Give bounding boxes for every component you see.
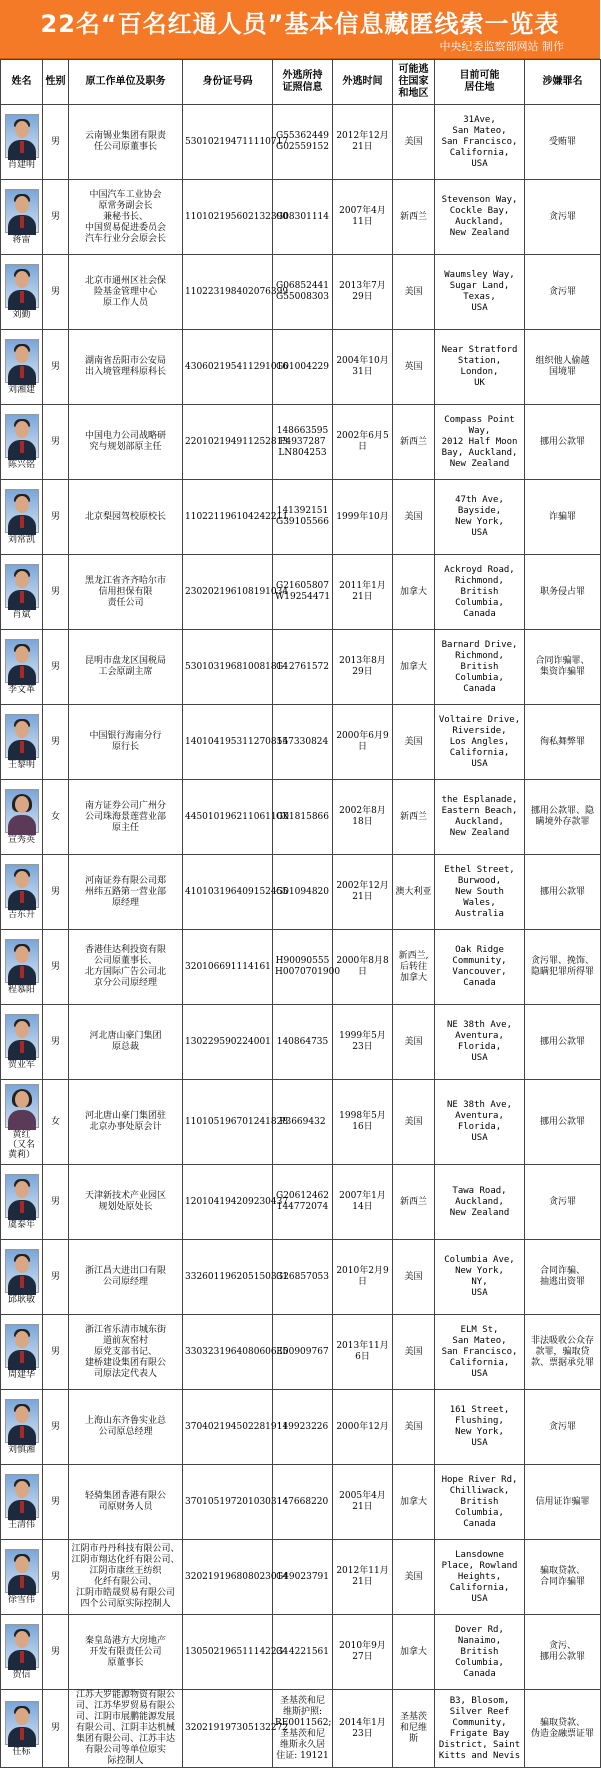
table-row	[1, 705, 601, 780]
portrait-photo	[5, 1014, 39, 1058]
name-cell	[1, 1240, 43, 1315]
country-cell: 加拿大	[393, 555, 435, 630]
portrait-photo	[5, 1324, 39, 1368]
passport-cell: 147668220	[273, 1465, 333, 1540]
name-cell	[1, 255, 43, 330]
portrait-photo	[5, 489, 39, 533]
address-cell: 47th Ave, Bayside, New York, USA	[435, 480, 525, 555]
fugitive-table	[0, 59, 601, 1768]
charge-cell: 挪用公款罪	[525, 855, 601, 930]
address-cell: NE 38th Ave, Aventura, Florida, USA	[435, 1080, 525, 1165]
gender-cell: 男	[43, 1390, 69, 1465]
person-name: 徐雪伟	[7, 1595, 35, 1605]
id-number-cell: 110221196104242211	[183, 480, 273, 555]
country-cell: 新西兰	[393, 405, 435, 480]
table-row	[1, 330, 601, 405]
org-cell: 江阴市丹丹科技有限公司、 江阴市翔达化纤有限公司、 江阴市康丝王纺织 化纤有限公司、 江阴市皓晟贸易有限公司 四个公司原实际控制人	[69, 1540, 183, 1615]
page-title: 22名“百名红通人员”基本信息藏匿线索一览表	[40, 10, 560, 38]
org-cell: 秦皇岛港方大房地产 开发有限责任公司 原董事长	[69, 1615, 183, 1690]
address-cell: Near Stratford Station, London, UK	[435, 330, 525, 405]
org-cell: 中国银行海南分行 原行长	[69, 705, 183, 780]
escape-date-cell: 1999年5月23日	[333, 1005, 393, 1080]
country-cell: 加拿大	[393, 1465, 435, 1540]
portrait-photo	[5, 1549, 39, 1593]
name-cell	[1, 1390, 43, 1465]
escape-date-cell: 2010年9月27日	[333, 1615, 393, 1690]
portrait-photo	[5, 414, 39, 458]
table-row	[1, 480, 601, 555]
table-row	[1, 1315, 601, 1390]
passport-cell: H90090555 H0070701900	[273, 930, 333, 1005]
org-cell: 浙江省乐清市城东街 道前灰窑村 原党支部书记、 建桥建设集团有限公 司原法定代表人	[69, 1315, 183, 1390]
table-header-row	[1, 60, 601, 105]
name-cell	[1, 780, 43, 855]
id-number-cell: 110223198402076399	[183, 255, 273, 330]
gender-cell: 男	[43, 1465, 69, 1540]
org-cell: 江苏大罗能源物资有限公 司、江苏华罗贸易有限公 司、江阴市展鹏能源发展 有限公司、江阴丰达机械 集团有限公司、江苏丰达 有限公司等单位原实 际控制人	[69, 1690, 183, 1768]
gender-cell: 男	[43, 705, 69, 780]
name-cell	[1, 1005, 43, 1080]
person-name: 陈兴铭	[7, 460, 35, 470]
passport-cell: 149923226	[273, 1390, 333, 1465]
person-name: 王黎明	[7, 760, 35, 770]
passport-cell: 141392151 G39105566	[273, 480, 333, 555]
name-cell	[1, 180, 43, 255]
charge-cell: 合同诈骗、 抽逃出资罪	[525, 1240, 601, 1315]
escape-date-cell: 2014年1月23日	[333, 1690, 393, 1768]
gender-cell: 男	[43, 105, 69, 180]
person-name: 肖建明	[7, 160, 35, 170]
gender-cell: 男	[43, 1005, 69, 1080]
gender-cell: 男	[43, 1690, 69, 1768]
charge-cell: 骗取贷款、 合同诈骗罪	[525, 1540, 601, 1615]
gender-cell: 男	[43, 405, 69, 480]
charge-cell: 信用证诈骗罪	[525, 1465, 601, 1540]
table-row	[1, 1165, 601, 1240]
gender-cell: 男	[43, 1165, 69, 1240]
charge-cell: 贪污罪	[525, 1390, 601, 1465]
passport-cell: G08301114	[273, 180, 333, 255]
id-number-cell: 220102194911252813	[183, 405, 273, 480]
org-cell: 浙江昌大进出口有限 公司原经理	[69, 1240, 183, 1315]
column-header-org: 原工作单位及职务	[69, 60, 183, 105]
gender-cell: 男	[43, 480, 69, 555]
table-row	[1, 1540, 601, 1615]
country-cell: 新西兰, 后转往 加拿大	[393, 930, 435, 1005]
country-cell: 美国	[393, 105, 435, 180]
address-cell: Barnard Drive, Richmond, British Columbia, Canada	[435, 630, 525, 705]
id-number-cell: 370105197201030314	[183, 1465, 273, 1540]
escape-date-cell: 2012年12月21日	[333, 105, 393, 180]
escape-date-cell: 1999年10月	[333, 480, 393, 555]
org-cell: 湖南省岳阳市公安局 出入境管理科原科长	[69, 330, 183, 405]
passport-cell: G55362449 G02559152	[273, 105, 333, 180]
table-row	[1, 180, 601, 255]
escape-date-cell: 1998年5月16日	[333, 1080, 393, 1165]
column-header-gender: 性别	[43, 60, 69, 105]
escape-date-cell: 2002年12月21日	[333, 855, 393, 930]
org-cell: 北京梨园驾校原校长	[69, 480, 183, 555]
column-header-address: 目前可能 居住地	[435, 60, 525, 105]
id-number-cell: 410103196409152455	[183, 855, 273, 930]
address-cell: Ethel Street, Burwood, New South Wales, Australia	[435, 855, 525, 930]
name-cell	[1, 855, 43, 930]
id-number-cell: 130502196511142234	[183, 1615, 273, 1690]
id-number-cell: 370402194502281911	[183, 1390, 273, 1465]
person-name: 贺信	[12, 1670, 31, 1680]
org-cell: 河南证券有限公司郑 州纬五路第一营业部 原经理	[69, 855, 183, 930]
passport-cell: 140864735	[273, 1005, 333, 1080]
org-cell: 中国汽车工业协会 原常务副会长 兼秘书长、 中国贸易促进委员会 汽车行业分会原会长	[69, 180, 183, 255]
portrait-photo	[5, 189, 39, 233]
org-cell: 昆明市盘龙区国税局 工会原副主席	[69, 630, 183, 705]
portrait-photo	[5, 1701, 39, 1745]
name-cell	[1, 1165, 43, 1240]
escape-date-cell: 2013年7月29日	[333, 255, 393, 330]
address-cell: the Esplanade, Eastern Beach, Auckland, New Zealand	[435, 780, 525, 855]
portrait-photo	[5, 714, 39, 758]
portrait-photo	[5, 1174, 39, 1218]
person-name: 黄红 （又名 黄莉）	[7, 1130, 35, 1160]
page-header	[0, 0, 600, 59]
person-name: 李文革	[7, 685, 35, 695]
country-cell: 美国	[393, 1315, 435, 1390]
org-cell: 轻骑集团香港有限公 司原财务人员	[69, 1465, 183, 1540]
escape-date-cell: 2012年11月21日	[333, 1540, 393, 1615]
id-number-cell: 110105196701241828	[183, 1080, 273, 1165]
person-name: 邱耿敏	[7, 1295, 35, 1305]
portrait-photo	[5, 114, 39, 158]
charge-cell: 挪用公款罪、隐 瞒境外存款罪	[525, 780, 601, 855]
escape-date-cell: 2010年2月9日	[333, 1240, 393, 1315]
org-cell: 中国电力公司战略研 究与规划部原主任	[69, 405, 183, 480]
country-cell: 美国	[393, 1240, 435, 1315]
charge-cell: 贪污罪	[525, 1165, 601, 1240]
escape-date-cell: 2000年8月8日	[333, 930, 393, 1005]
passport-cell: G01004229	[273, 330, 333, 405]
person-name: 刘湘建	[7, 385, 35, 395]
charge-cell: 骗取贷款、 伪造金融票证罪	[525, 1690, 601, 1768]
charge-cell: 贪污、 挪用公款罪	[525, 1615, 601, 1690]
id-number-cell: 320106691114161	[183, 930, 273, 1005]
person-name: 刘常凯	[7, 535, 35, 545]
name-cell	[1, 630, 43, 705]
address-cell: Stevenson Way, Cockle Bay, Auckland, New Zealand	[435, 180, 525, 255]
gender-cell: 男	[43, 1540, 69, 1615]
address-cell: Oak Ridge Community, Vancouver, Canada	[435, 930, 525, 1005]
portrait-photo	[5, 939, 39, 983]
id-number-cell: 320219197305132272	[183, 1690, 273, 1768]
name-cell	[1, 1465, 43, 1540]
passport-cell: P3669432	[273, 1080, 333, 1165]
gender-cell: 男	[43, 255, 69, 330]
name-cell	[1, 555, 43, 630]
portrait-photo	[5, 264, 39, 308]
org-cell: 黑龙江省齐齐哈尔市 信用担保有限 责任公司	[69, 555, 183, 630]
org-cell: 北京市通州区社会保 险基金管理中心 原工作人员	[69, 255, 183, 330]
country-cell: 澳大利亚	[393, 855, 435, 930]
id-number-cell: 110102195602132390	[183, 180, 273, 255]
passport-cell: E00909767	[273, 1315, 333, 1390]
name-cell	[1, 1615, 43, 1690]
portrait-photo	[5, 339, 39, 383]
address-cell: Waumsley Way, Sugar Land, Texas, USA	[435, 255, 525, 330]
id-number-cell: 130229590224001	[183, 1005, 273, 1080]
country-cell: 英国	[393, 330, 435, 405]
gender-cell: 男	[43, 1315, 69, 1390]
table-row	[1, 1690, 601, 1768]
escape-date-cell: 2002年8月18日	[333, 780, 393, 855]
address-cell: Tawa Road, Auckland, New Zealand	[435, 1165, 525, 1240]
country-cell: 新西兰	[393, 180, 435, 255]
charge-cell: 受贿罪	[525, 105, 601, 180]
escape-date-cell: 2005年4月21日	[333, 1465, 393, 1540]
org-cell: 南方证券公司广州分 公司珠海景莲营业部 原主任	[69, 780, 183, 855]
name-cell	[1, 1690, 43, 1768]
country-cell: 美国	[393, 1540, 435, 1615]
charge-cell: 挪用公款罪	[525, 1080, 601, 1165]
address-cell: Ackroyd Road, Richmond, British Columbia, Canada	[435, 555, 525, 630]
escape-date-cell: 2000年12月	[333, 1390, 393, 1465]
passport-cell: G12761572	[273, 630, 333, 705]
escape-date-cell: 2004年10月31日	[333, 330, 393, 405]
gender-cell: 男	[43, 180, 69, 255]
person-name: 肖斌	[12, 610, 31, 620]
escape-date-cell: 2007年4月11日	[333, 180, 393, 255]
page-subtitle: 中央纪委监察部网站 制作	[439, 40, 564, 53]
passport-cell: 圣基茨和尼 维斯护照: RE0011562; 圣基茨和尼 维斯永久居 住证: 19121	[273, 1690, 333, 1768]
passport-cell: G14221561	[273, 1615, 333, 1690]
gender-cell: 女	[43, 780, 69, 855]
column-header-date: 外逃时间	[333, 60, 393, 105]
gender-cell: 男	[43, 630, 69, 705]
charge-cell: 非法吸收公众存 款罪，骗取贷 款、票据承兑罪	[525, 1315, 601, 1390]
charge-cell: 职务侵占罪	[525, 555, 601, 630]
gender-cell: 男	[43, 855, 69, 930]
portrait-photo	[5, 864, 39, 908]
country-cell: 美国	[393, 1390, 435, 1465]
country-cell: 美国	[393, 1080, 435, 1165]
address-cell: Voltaire Drive, Riverside, Los Angles, California, USA	[435, 705, 525, 780]
person-name: 王清伟	[7, 1520, 35, 1530]
table-row	[1, 1390, 601, 1465]
gender-cell: 男	[43, 930, 69, 1005]
name-cell	[1, 105, 43, 180]
portrait-photo	[5, 564, 39, 608]
gender-cell: 男	[43, 1240, 69, 1315]
country-cell: 加拿大	[393, 1615, 435, 1690]
address-cell: Dover Rd, Nanaimo, British Columbia, Canada	[435, 1615, 525, 1690]
charge-cell: 徇私舞弊罪	[525, 705, 601, 780]
portrait-photo	[5, 639, 39, 683]
id-number-cell: 330323196408060635	[183, 1315, 273, 1390]
gender-cell: 女	[43, 1080, 69, 1165]
column-header-passport: 外逃所持 证照信息	[273, 60, 333, 105]
org-cell: 天津新技术产业园区 规划处原处长	[69, 1165, 183, 1240]
passport-cell: G20612462 144772074	[273, 1165, 333, 1240]
passport-cell: G01815866	[273, 780, 333, 855]
person-name: 程慕阳	[7, 985, 35, 995]
table-row	[1, 1240, 601, 1315]
person-name: 蒋雷	[12, 235, 31, 245]
escape-date-cell: 2013年8月29日	[333, 630, 393, 705]
charge-cell: 组织他人偷越 国境罪	[525, 330, 601, 405]
org-cell: 香港佳达利投资有限 公司原董事长、 北方国际广告公司北 京分公司原经理	[69, 930, 183, 1005]
address-cell: Compass Point Way, 2012 Half Moon Bay, Auckland, New Zealand	[435, 405, 525, 480]
table-row	[1, 855, 601, 930]
person-name: 刘勤	[12, 310, 31, 320]
address-cell: 31Ave, San Mateo, San Francisco, California, USA	[435, 105, 525, 180]
table-row	[1, 930, 601, 1005]
gender-cell: 男	[43, 555, 69, 630]
portrait-photo	[5, 1399, 39, 1443]
name-cell	[1, 705, 43, 780]
portrait-photo	[5, 1084, 39, 1128]
country-cell: 美国	[393, 480, 435, 555]
table-row	[1, 105, 601, 180]
id-number-cell: 530102194711110717	[183, 105, 273, 180]
passport-cell: G01094820	[273, 855, 333, 930]
person-name: 吉东升	[7, 910, 35, 920]
charge-cell: 挪用公款罪	[525, 1005, 601, 1080]
passport-cell: 147330824	[273, 705, 333, 780]
address-cell: Columbia Ave, New York, NY, USA	[435, 1240, 525, 1315]
escape-date-cell: 2002年6月5日	[333, 405, 393, 480]
id-number-cell: 120104194209230437	[183, 1165, 273, 1240]
address-cell: NE 38th Ave, Aventura, Florida, USA	[435, 1005, 525, 1080]
portrait-photo	[5, 1249, 39, 1293]
gender-cell: 男	[43, 330, 69, 405]
portrait-photo	[5, 1474, 39, 1518]
org-cell: 河北唐山豪门集团驻 北京办事处原会计	[69, 1080, 183, 1165]
country-cell: 美国	[393, 705, 435, 780]
gender-cell: 男	[43, 1615, 69, 1690]
person-name: 刘慎湘	[7, 1445, 35, 1455]
org-cell: 云南锡业集团有限责 任公司原董事长	[69, 105, 183, 180]
person-name: 贺业军	[7, 1060, 35, 1070]
country-cell: 加拿大	[393, 630, 435, 705]
charge-cell: 贪污罪	[525, 255, 601, 330]
id-number-cell: 140104195311270855	[183, 705, 273, 780]
id-number-cell: 430602195411291016	[183, 330, 273, 405]
country-cell: 美国	[393, 255, 435, 330]
charge-cell: 贪污罪、挽饰、 隐瞒犯罪所得罪	[525, 930, 601, 1005]
table-row	[1, 255, 601, 330]
table-row	[1, 630, 601, 705]
table-row	[1, 780, 601, 855]
address-cell: B3, Blosom, Silver Reef Community, Frigate Bay District, Saint Kitts and Nevis	[435, 1690, 525, 1768]
column-header-name: 姓名	[1, 60, 43, 105]
name-cell	[1, 480, 43, 555]
passport-cell: G49023791	[273, 1540, 333, 1615]
person-name: 周建华	[7, 1370, 35, 1380]
passport-cell: 148663595 P4937287 LN804253	[273, 405, 333, 480]
charge-cell: 诈骗罪	[525, 480, 601, 555]
escape-date-cell: 2007年1月14日	[333, 1165, 393, 1240]
name-cell	[1, 330, 43, 405]
charge-cell: 合同诈骗罪、 集资诈骗罪	[525, 630, 601, 705]
table-row	[1, 1080, 601, 1165]
org-cell: 河北唐山豪门集团 原总裁	[69, 1005, 183, 1080]
name-cell	[1, 1080, 43, 1165]
charge-cell: 挪用公款罪	[525, 405, 601, 480]
address-cell: 161 Street, Flushing, New York, USA	[435, 1390, 525, 1465]
person-name: 任标	[12, 1746, 31, 1757]
address-cell: Hope River Rd, Chilliwack, British Columbia, Canada	[435, 1465, 525, 1540]
table-body	[1, 105, 601, 1768]
id-number-cell: 230202196108191034	[183, 555, 273, 630]
name-cell	[1, 1315, 43, 1390]
table-row	[1, 405, 601, 480]
id-number-cell: 332601196205150331	[183, 1240, 273, 1315]
escape-date-cell: 2011年1月21日	[333, 555, 393, 630]
address-cell: ELM St, San Mateo, San Francisco, California, USA	[435, 1315, 525, 1390]
country-cell: 美国	[393, 1005, 435, 1080]
escape-date-cell: 2000年6月9日	[333, 705, 393, 780]
portrait-photo	[5, 1624, 39, 1668]
passport-cell: G21605807 W19254471	[273, 555, 333, 630]
portrait-photo	[5, 789, 39, 833]
passport-cell: G06852441 G55008303	[273, 255, 333, 330]
name-cell	[1, 930, 43, 1005]
name-cell	[1, 1540, 43, 1615]
table-row	[1, 555, 601, 630]
country-cell: 新西兰	[393, 780, 435, 855]
country-cell: 新西兰	[393, 1165, 435, 1240]
id-number-cell: 320219196808023014	[183, 1540, 273, 1615]
name-cell	[1, 405, 43, 480]
id-number-cell: 530103196810081814	[183, 630, 273, 705]
address-cell: Lansdowne Place, Rowland Heights, California, USA	[435, 1540, 525, 1615]
escape-date-cell: 2013年11月6日	[333, 1315, 393, 1390]
charge-cell: 贪污罪	[525, 180, 601, 255]
org-cell: 上海山东齐鲁实业总 公司原总经理	[69, 1390, 183, 1465]
country-cell: 圣基茨 和尼维 斯	[393, 1690, 435, 1768]
column-header-country: 可能逃 往国家 和地区	[393, 60, 435, 105]
column-header-charge: 涉嫌罪名	[525, 60, 601, 105]
passport-cell: G26857053	[273, 1240, 333, 1315]
table-row	[1, 1615, 601, 1690]
person-name: 宣秀英	[7, 835, 35, 845]
column-header-id: 身份证号码	[183, 60, 273, 105]
table-row	[1, 1005, 601, 1080]
table-row	[1, 1465, 601, 1540]
person-name: 虞泰年	[7, 1220, 35, 1230]
id-number-cell: 44501019621106110X	[183, 780, 273, 855]
